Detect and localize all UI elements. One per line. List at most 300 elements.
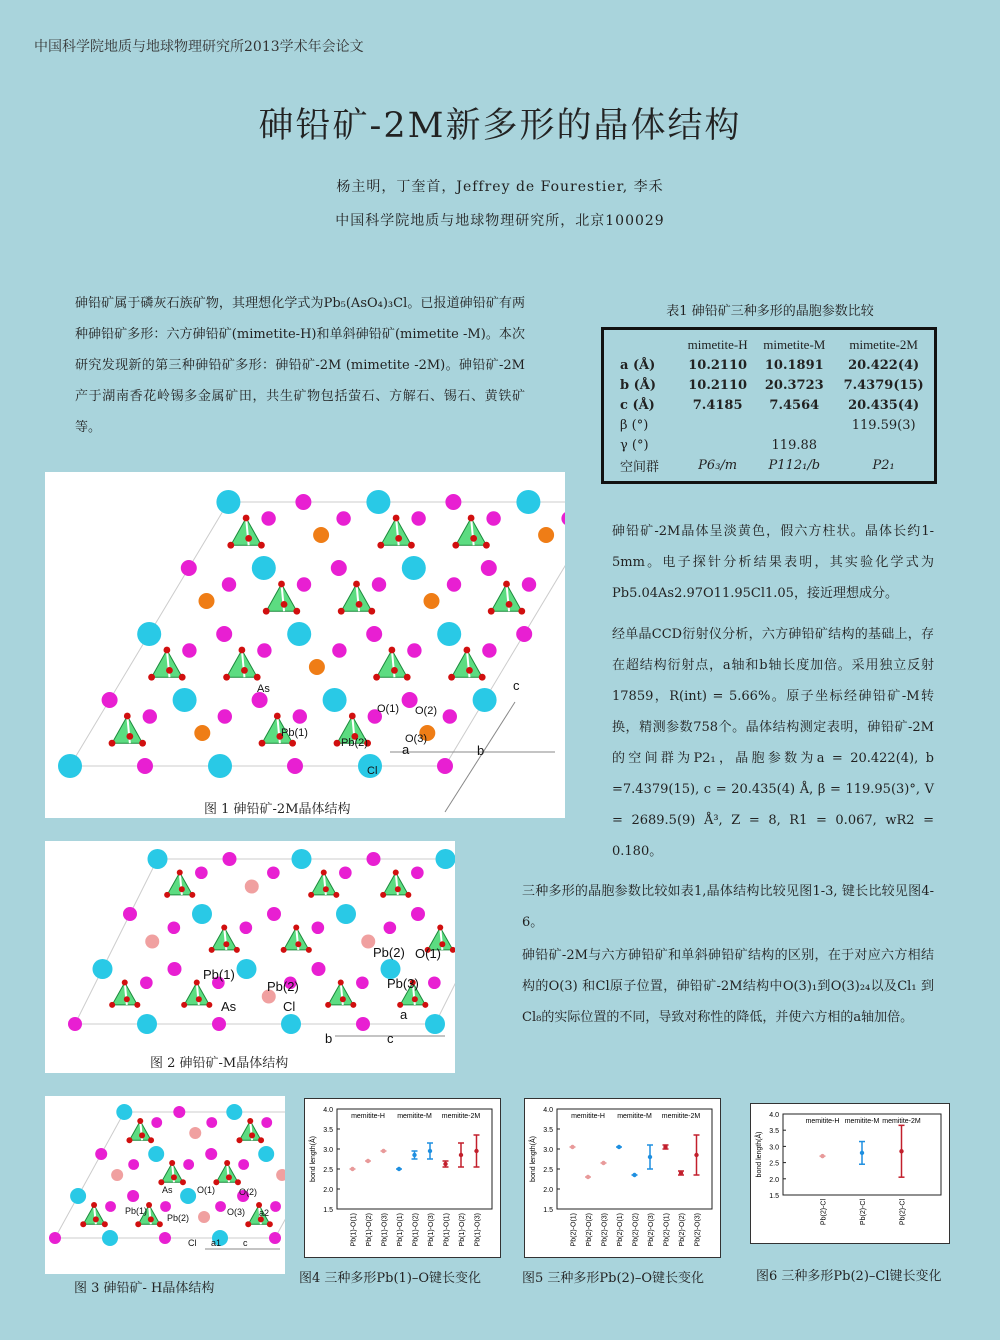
oxygen-atom (278, 581, 285, 588)
axis-c-label: c (513, 678, 520, 693)
table-cell: b (Å) (620, 377, 657, 393)
bond-length-point (820, 1154, 824, 1158)
lead-atom (127, 1190, 139, 1202)
oxygen-atom (179, 674, 186, 681)
label-pb2: Pb(2) (267, 979, 299, 994)
oxygen-atom (169, 1160, 175, 1166)
y-axis-label: bond length(Å) (530, 1136, 537, 1182)
lead-atom (312, 962, 326, 976)
x-tick-label: Pb(1)-O(1) (443, 1213, 451, 1247)
oxygen-atom (243, 515, 250, 522)
arsenic-site-atom (111, 1169, 123, 1181)
y-tick-label: 2.0 (323, 1187, 333, 1194)
table-cell: 10.2110 (688, 357, 748, 373)
figure-2-panel (45, 841, 455, 1073)
chlorine-atom (137, 622, 161, 646)
lead-atom (215, 1201, 226, 1212)
oxygen-atom (464, 647, 471, 654)
table-cell: β (°) (620, 417, 649, 433)
lead-atom (481, 560, 497, 576)
lead-atom (339, 866, 352, 879)
oxygen-atom (102, 1221, 108, 1227)
label-o2: O(2) (415, 705, 437, 717)
lead-atom (411, 866, 424, 879)
label-pb2b: Pb(2) (373, 945, 405, 960)
lead-atom (356, 1017, 370, 1031)
lead-atom (212, 1017, 226, 1031)
table-cell: c (Å) (620, 397, 655, 413)
x-tick-label: Pb(2)-Cl (899, 1199, 907, 1226)
lead-atom (216, 626, 232, 642)
arsenic-site-atom (424, 593, 440, 609)
oxygen-atom (448, 674, 455, 681)
y-tick-label: 2.5 (323, 1167, 333, 1174)
label-o1: O(1) (415, 946, 441, 961)
oxygen-atom (518, 608, 525, 615)
bond-length-point (350, 1167, 354, 1171)
oxygen-atom (139, 1132, 145, 1138)
oxygen-atom (325, 1002, 331, 1008)
arsenic-site-atom (198, 1211, 210, 1223)
bond-length-point (459, 1153, 463, 1157)
oxygen-atom (236, 1137, 242, 1143)
table-cell: 10.1891 (764, 357, 824, 373)
x-tick-label: Pb(2)-O(1) (663, 1213, 671, 1247)
oxygen-atom (468, 515, 475, 522)
lead-atom (411, 907, 425, 921)
oxygen-atom (479, 674, 486, 681)
lead-atom (356, 976, 369, 989)
y-axis-label: bond length(Å) (756, 1131, 763, 1178)
chlorine-atom (93, 959, 113, 979)
table-cell: 7.4185 (692, 397, 743, 413)
figure-5-caption: 图5 三种多形Pb(2)–O键长变化 (522, 1271, 705, 1286)
lead-atom (143, 709, 157, 723)
lead-atom (407, 643, 421, 657)
x-tick-label: Pb(2)-Cl (820, 1199, 828, 1226)
oxygen-atom (306, 947, 312, 953)
lead-atom (49, 1232, 61, 1244)
oxygen-atom (259, 740, 266, 747)
x-tick-label: Pb(1)-O(3) (474, 1213, 482, 1247)
oxygen-atom (377, 542, 384, 549)
arsenic-site-atom (145, 935, 159, 949)
x-tick-label: Pb(1)-O(3) (381, 1213, 389, 1247)
oxygen-atom (245, 535, 252, 542)
bond-length-point (412, 1153, 416, 1157)
series-legend-label: memitite-M (844, 1118, 880, 1125)
table-caption: 表1 砷铅矿三种多形的晶胞参数比较 (666, 304, 874, 319)
oxygen-atom (506, 601, 513, 608)
oxygen-atom (209, 947, 215, 953)
lead-atom (293, 709, 307, 723)
bond-length-point (601, 1161, 605, 1165)
y-tick-label: 3.0 (543, 1147, 553, 1154)
figure-5-chart (524, 1098, 721, 1258)
table-cell (680, 435, 755, 455)
oxygen-atom (321, 870, 327, 876)
oxygen-atom (126, 733, 133, 740)
x-tick-label: Pb(1)-O(2) (412, 1213, 420, 1247)
figure-4-caption: 图4 三种多形Pb(1)–O键长变化 (299, 1271, 482, 1286)
lead-atom (384, 921, 397, 934)
oxygen-atom (408, 542, 415, 549)
lead-atom (295, 494, 311, 510)
x-tick-label: Pb(2)-O(2) (679, 1213, 686, 1247)
oxygen-atom (221, 925, 227, 931)
table-cell: γ (°) (620, 437, 649, 453)
y-tick-label: 4.0 (323, 1107, 333, 1114)
lead-atom (159, 1232, 171, 1244)
oxygen-atom (234, 947, 240, 953)
lead-atom (332, 643, 346, 657)
lead-atom (68, 1017, 82, 1031)
lead-atom (411, 511, 425, 525)
bond-length-point (679, 1171, 683, 1175)
figure-1-caption: 图 1 砷铅矿-2M晶体结构 (204, 802, 351, 817)
x-tick-label: Pb(2)-O(3) (601, 1213, 609, 1247)
oxygen-atom (349, 713, 356, 720)
oxygen-atom (393, 870, 399, 876)
lead-atom (443, 709, 457, 723)
lead-atom (168, 962, 182, 976)
bond-length-point (632, 1173, 636, 1177)
table-cell: 20.422(4) (848, 357, 920, 373)
y-tick-label: 3.0 (323, 1147, 333, 1154)
bond-length-point (428, 1149, 432, 1153)
table-row (604, 455, 934, 475)
bond-length-point (381, 1149, 385, 1153)
oxygen-atom (338, 608, 345, 615)
label-pb1: Pb(1) (281, 727, 308, 739)
label-cl: Cl (283, 999, 296, 1014)
chlorine-atom (192, 904, 212, 924)
table-cell: 119.88 (771, 437, 818, 453)
lead-atom (428, 976, 441, 989)
figure-6-caption: 图6 三种多形Pb(2)–Cl键长变化 (756, 1269, 942, 1284)
oxygen-atom (189, 892, 195, 898)
oxygen-atom (334, 740, 341, 747)
lead-atom (218, 709, 232, 723)
figure-1-structure (45, 472, 565, 818)
oxygen-atom (393, 515, 400, 522)
oxygen-atom (437, 925, 443, 931)
difference-paragraph: 砷铅矿-2M与六方砷铅矿和单斜砷铅矿结构的区别，在于对应六方相结构的O(3) 和Cl原子位置，砷铅矿-2M结构中O(3)₁到O(3)₂₄以及Cl₁ 到Cl₈的实际位置的不同，导致对称性的降低，并使六方相的a轴加倍。 (522, 948, 934, 1025)
oxygen-atom (135, 1221, 141, 1227)
bond-length-point (899, 1149, 903, 1153)
bond-length-point (443, 1162, 447, 1166)
y-tick-label: 4.0 (543, 1107, 553, 1114)
lead-atom (269, 1232, 281, 1244)
oxygen-atom (295, 941, 301, 947)
label-as: As (162, 1185, 173, 1195)
figure-3-structure (45, 1096, 285, 1274)
oxygen-atom (206, 1002, 212, 1008)
cell-parameter-table (601, 327, 937, 484)
oxygen-atom (258, 542, 265, 549)
lead-atom (137, 758, 153, 774)
lead-atom (206, 1117, 217, 1128)
lead-atom (240, 921, 253, 934)
lead-atom (437, 758, 453, 774)
oxygen-atom (239, 647, 246, 654)
oxygen-atom (247, 1118, 253, 1124)
axis-a2-label: a2 (259, 1208, 270, 1218)
oxygen-atom (395, 535, 402, 542)
chlorine-atom (402, 556, 426, 580)
y-tick-label: 3.5 (769, 1128, 779, 1136)
axis-a-label: a (400, 1007, 408, 1022)
lead-atom (372, 577, 386, 591)
figure-1-panel (45, 472, 565, 818)
figure-4-chart (304, 1098, 501, 1258)
oxygen-atom (122, 980, 128, 986)
oxygen-atom (368, 608, 375, 615)
oxygen-atom (340, 996, 346, 1002)
table-cell: 7.4564 (769, 397, 820, 413)
oxygen-atom (241, 667, 248, 674)
paper-title: 砷铅矿-2M新多形的晶体结构 (258, 106, 742, 146)
y-tick-label: 3.5 (323, 1127, 333, 1134)
lead-atom (95, 1148, 107, 1160)
oxygen-atom (323, 886, 329, 892)
y-tick-label: 2.0 (543, 1187, 553, 1194)
lead-atom (182, 643, 196, 657)
bond-length-point (570, 1145, 574, 1149)
label-as: As (221, 999, 237, 1014)
table-cell: P112₁/b (768, 457, 821, 473)
oxygen-atom (177, 870, 183, 876)
table-cell (680, 415, 755, 435)
oxygen-atom (281, 947, 287, 953)
lead-atom (168, 921, 181, 934)
lead-atom (140, 976, 153, 989)
x-tick-label: Pb(2)-O(2) (586, 1213, 593, 1247)
figure-3-panel (45, 1096, 285, 1274)
figure-6-plot (751, 1104, 949, 1243)
table-cell (755, 415, 833, 435)
lead-atom (267, 907, 281, 921)
oxygen-atom (139, 740, 146, 747)
label-o1: O(1) (377, 703, 399, 715)
figure-4-plot (305, 1099, 500, 1257)
conference-header: 中国科学院地质与地球物理研究所2013学术年会论文 (34, 39, 364, 55)
chlorine-atom (292, 849, 312, 869)
chlorine-atom (437, 622, 461, 646)
arsenic-site-atom (276, 1169, 285, 1181)
x-tick-label: Pb(1)-O(2) (459, 1213, 466, 1247)
lead-atom (447, 577, 461, 591)
oxygen-atom (373, 674, 380, 681)
chlorine-atom (208, 754, 232, 778)
table-cell: P2₁ (872, 457, 895, 473)
axis-b-label: b (325, 1031, 333, 1046)
lead-atom (336, 511, 350, 525)
table-cell: a (Å) (620, 357, 656, 373)
lead-atom (160, 1201, 171, 1212)
lead-atom (522, 577, 536, 591)
oxygen-atom (308, 892, 314, 898)
figure-2-caption: 图 2 砷铅矿-M晶体结构 (150, 1056, 289, 1071)
axis-c-label: c (387, 1031, 394, 1046)
table-row (604, 375, 934, 395)
y-tick-label: 4.0 (769, 1112, 779, 1119)
lead-atom (128, 1159, 139, 1170)
lead-atom (257, 643, 271, 657)
chlorine-atom (473, 688, 497, 712)
chlorine-atom (216, 490, 240, 514)
series-legend-label: memitite-M (617, 1113, 652, 1120)
chlorine-atom (323, 688, 347, 712)
chlorine-atom (102, 1230, 118, 1246)
plot-frame (557, 1109, 712, 1209)
chlorine-atom (148, 1146, 164, 1162)
oxygen-atom (157, 1221, 163, 1227)
chlorine-atom (180, 1188, 196, 1204)
lead-atom (482, 643, 496, 657)
oxygen-atom (179, 886, 185, 892)
oxygen-atom (223, 941, 229, 947)
label-pb3: Pb(3) (387, 976, 419, 991)
x-tick-label: Pb(2)-O(3) (694, 1213, 702, 1247)
oxygen-atom (80, 1221, 86, 1227)
oxygen-atom (148, 1137, 154, 1143)
lead-atom (287, 758, 303, 774)
table-cell: 10.2110 (688, 377, 748, 393)
arsenic-site-atom (538, 527, 554, 543)
figure-5-plot (525, 1099, 720, 1257)
oxygen-atom (91, 1202, 97, 1208)
oxygen-atom (293, 608, 300, 615)
y-tick-label: 1.5 (543, 1207, 553, 1214)
oxygen-atom (109, 740, 116, 747)
table-cell: 空间群 (620, 459, 660, 475)
table-header (604, 335, 680, 355)
oxygen-atom (356, 601, 363, 608)
lead-atom (223, 852, 237, 866)
bond-length-point (663, 1145, 667, 1149)
table-cell: 7.4379(15) (843, 377, 924, 393)
table-row (604, 395, 934, 415)
series-legend-label: memitite-M (397, 1113, 432, 1120)
lead-atom (105, 1201, 116, 1212)
table-cell: 119.59(3) (851, 417, 916, 433)
oxygen-atom (164, 892, 170, 898)
oxygen-atom (134, 1002, 140, 1008)
oxygen-atom (289, 740, 296, 747)
oxygen-atom (466, 667, 473, 674)
oxygen-atom (164, 647, 171, 654)
lead-atom (261, 1117, 272, 1128)
comparison-paragraph: 三种多形的晶胞参数比较如表1,晶体结构比较见图1-3, 键长比较见图4-6。 (522, 884, 934, 930)
lead-atom (181, 560, 197, 576)
lead-atom (486, 511, 500, 525)
arsenic-site-atom (313, 527, 329, 543)
chlorine-atom (425, 1014, 445, 1034)
oxygen-atom (249, 1132, 255, 1138)
oxygen-atom (422, 1002, 428, 1008)
axis-c-label: c (243, 1238, 248, 1248)
table-header: mimetite-H (687, 337, 748, 352)
affiliation: 中国科学院地质与地球物理研究所，北京100029 (335, 213, 665, 229)
oxygen-atom (281, 601, 288, 608)
y-axis-label: bond length(Å) (310, 1136, 317, 1182)
label-o2: O(2) (239, 1187, 257, 1197)
lead-atom (445, 494, 461, 510)
lead-atom (261, 511, 275, 525)
axis-a1-label: a1 (211, 1238, 222, 1248)
oxygen-atom (180, 1179, 186, 1185)
bond-length-point (397, 1167, 401, 1171)
chlorine-atom (237, 959, 257, 979)
table-row (604, 355, 934, 375)
axis-b-label: b (477, 743, 485, 758)
table-cell: 20.435(4) (848, 397, 920, 413)
x-tick-label: Pb(1)-O(1) (350, 1213, 358, 1247)
arsenic-site-atom (194, 725, 210, 741)
series-legend-label: memitite-2M (441, 1113, 481, 1120)
figure-2-structure (45, 841, 455, 1073)
lead-atom (102, 692, 118, 708)
oxygen-atom (196, 996, 202, 1002)
y-tick-label: 3.5 (543, 1127, 553, 1134)
chlorine-atom (70, 1188, 86, 1204)
oxygen-atom (405, 892, 411, 898)
lead-atom (123, 907, 137, 921)
x-tick-label: Pb(2)-O(3) (648, 1213, 655, 1247)
oxygen-atom (293, 925, 299, 931)
series-legend-label: memitite-H (571, 1113, 605, 1120)
oxygen-atom (503, 581, 510, 588)
oxygen-atom (333, 892, 339, 898)
oxygen-atom (124, 713, 131, 720)
chlorine-atom (258, 1146, 274, 1162)
oxygen-atom (224, 1160, 230, 1166)
x-tick-label: Pb(2)-O(1) (617, 1213, 624, 1247)
chlorine-atom (148, 849, 168, 869)
table-cell: 20.3723 (764, 377, 824, 393)
chlorine-atom (252, 556, 276, 580)
figure-3-caption: 图 3 砷铅矿- H晶体结构 (74, 1281, 215, 1296)
chlorine-atom (336, 904, 356, 924)
lead-atom (367, 852, 381, 866)
label-cl: Cl (188, 1238, 197, 1248)
x-tick-label: Pb(1)-O(2) (366, 1213, 373, 1247)
oxygen-atom (380, 892, 386, 898)
x-tick-label: Pb(2)-O(2) (632, 1213, 640, 1247)
arsenic-site-atom (309, 659, 325, 675)
bond-length-point (586, 1175, 590, 1179)
oxygen-atom (181, 1002, 187, 1008)
chlorine-atom (366, 490, 390, 514)
oxygen-atom (353, 581, 360, 588)
label-pb1: Pb(1) (125, 1206, 148, 1216)
label-cl: Cl (367, 765, 378, 777)
y-tick-label: 1.5 (323, 1207, 333, 1214)
table-cell (833, 435, 934, 455)
oxygen-atom (389, 647, 396, 654)
chlorine-atom (226, 1104, 242, 1120)
oxygen-atom (488, 608, 495, 615)
label-o1: O(1) (197, 1185, 215, 1195)
chlorine-atom (116, 1104, 132, 1120)
oxygen-atom (470, 535, 477, 542)
label-o3: O(3) (227, 1207, 245, 1217)
arsenic-site-atom (189, 1127, 201, 1139)
label-pb2: Pb(2) (341, 737, 368, 749)
oxygen-atom (223, 674, 230, 681)
y-tick-label: 1.5 (769, 1193, 779, 1200)
